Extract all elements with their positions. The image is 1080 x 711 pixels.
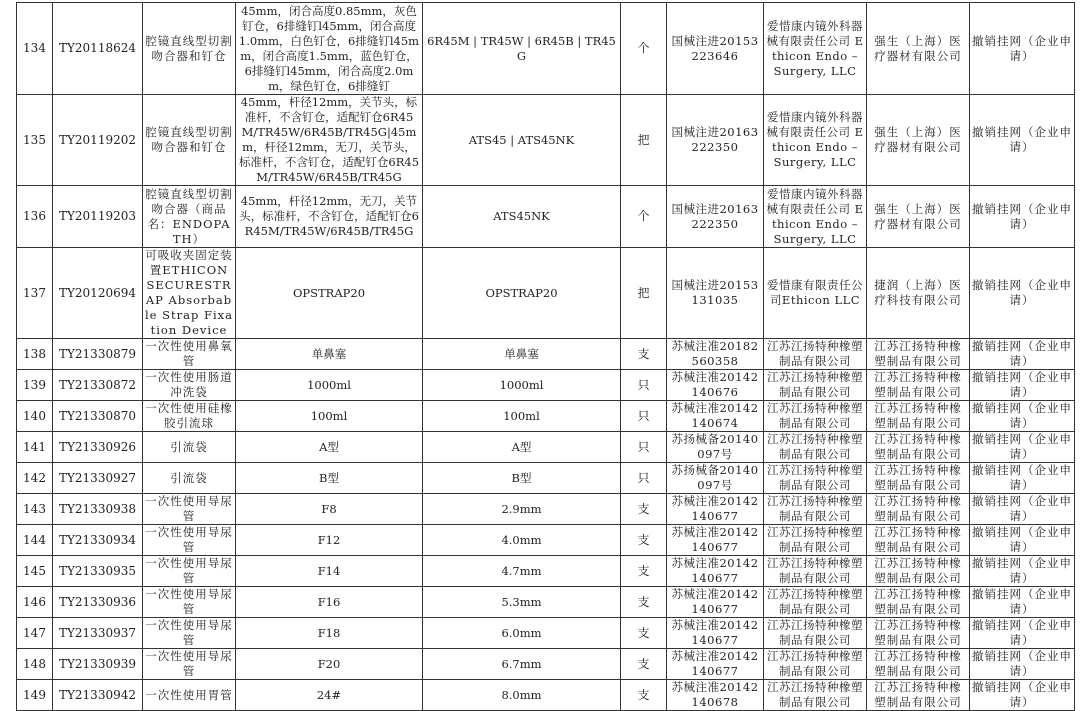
- product-unit-cell: 支: [621, 587, 667, 618]
- manufacturer-cell: 江苏江扬特种橡塑制品有限公司: [764, 370, 867, 401]
- listing-status-cell: 撤销挂网（企业申请）: [970, 680, 1075, 711]
- product-name-cell: 引流袋: [143, 463, 236, 494]
- product-unit-cell: 把: [621, 95, 667, 186]
- registration-number-cell: 苏械注准20142140678: [667, 680, 764, 711]
- product-spec-cell: F8: [236, 494, 423, 525]
- product-name-cell: 一次性使用导尿管: [143, 556, 236, 587]
- product-unit-cell: 支: [621, 525, 667, 556]
- product-spec-cell: 1000ml: [236, 370, 423, 401]
- manufacturer-cell: 爱惜康内镜外科器械有限责任公司 Ethicon Endo – Surgery, LLC: [764, 3, 867, 95]
- product-unit-cell: 个: [621, 3, 667, 95]
- product-model-cell: ATS45 | ATS45NK: [423, 95, 621, 186]
- product-model-cell: 4.0mm: [423, 525, 621, 556]
- manufacturer-cell: 江苏江扬特种橡塑制品有限公司: [764, 649, 867, 680]
- product-code-cell: TY21330926: [53, 432, 143, 463]
- row-number-cell: 149: [17, 680, 53, 711]
- table-body: [17, 3, 1075, 711]
- product-model-cell: A型: [423, 432, 621, 463]
- agent-company-cell: 强生（上海）医疗器材有限公司: [867, 95, 970, 186]
- row-number-cell: 138: [17, 339, 53, 370]
- product-spec-cell: OPSTRAP20: [236, 248, 423, 339]
- product-code-cell: TY21330935: [53, 556, 143, 587]
- product-model-cell: 4.7mm: [423, 556, 621, 587]
- row-number-cell: 147: [17, 618, 53, 649]
- product-spec-cell: F12: [236, 525, 423, 556]
- product-name-cell: 一次性使用导尿管: [143, 525, 236, 556]
- product-table: [16, 2, 1075, 711]
- row-number-cell: 137: [17, 248, 53, 339]
- product-name-cell: 腔镜直线型切割吻合器和钉仓: [143, 95, 236, 186]
- manufacturer-cell: 江苏江扬特种橡塑制品有限公司: [764, 587, 867, 618]
- table-row: [17, 95, 1075, 186]
- listing-status-cell: 撤销挂网（企业申请）: [970, 401, 1075, 432]
- product-code-cell: TY21330879: [53, 339, 143, 370]
- product-spec-cell: F18: [236, 618, 423, 649]
- table-row: [17, 587, 1075, 618]
- row-number-cell: 143: [17, 494, 53, 525]
- agent-company-cell: 江苏江扬特种橡塑制品有限公司: [867, 494, 970, 525]
- product-name-cell: 一次性使用鼻氧管: [143, 339, 236, 370]
- table-row: [17, 463, 1075, 494]
- product-code-cell: TY21330942: [53, 680, 143, 711]
- table-row: [17, 618, 1075, 649]
- row-number-cell: 145: [17, 556, 53, 587]
- product-name-cell: 腔镜直线型切割吻合器（商品名：ENDOPATH）: [143, 186, 236, 248]
- table-row: [17, 494, 1075, 525]
- product-code-cell: TY21330934: [53, 525, 143, 556]
- product-model-cell: 单鼻塞: [423, 339, 621, 370]
- registration-number-cell: 苏械注准20142140677: [667, 494, 764, 525]
- table-row: [17, 186, 1075, 248]
- product-unit-cell: 支: [621, 556, 667, 587]
- table-row: [17, 339, 1075, 370]
- product-spec-cell: 45mm，闭合高度0.85mm，灰色钉仓，6排缝钉l45mm，闭合高度1.0mm，白色钉仓，6排缝钉l45mm，闭合高度1.5mm，蓝色钉仓，6排缝钉l45mm，闭合高度2.0mm，绿色钉仓，6排缝钉: [236, 3, 423, 95]
- product-code-cell: TY21330927: [53, 463, 143, 494]
- product-name-cell: 一次性使用导尿管: [143, 494, 236, 525]
- table-row: [17, 248, 1075, 339]
- product-model-cell: 8.0mm: [423, 680, 621, 711]
- registration-number-cell: 苏械注准20142140676: [667, 370, 764, 401]
- listing-status-cell: 撤销挂网（企业申请）: [970, 95, 1075, 186]
- product-name-cell: 一次性使用硅橡胶引流球: [143, 401, 236, 432]
- listing-status-cell: 撤销挂网（企业申请）: [970, 618, 1075, 649]
- manufacturer-cell: 江苏江扬特种橡塑制品有限公司: [764, 494, 867, 525]
- product-spec-cell: F14: [236, 556, 423, 587]
- product-name-cell: 一次性使用导尿管: [143, 587, 236, 618]
- product-name-cell: 一次性使用肠道冲洗袋: [143, 370, 236, 401]
- agent-company-cell: 强生（上海）医疗器材有限公司: [867, 186, 970, 248]
- product-code-cell: TY21330870: [53, 401, 143, 432]
- product-unit-cell: 支: [621, 339, 667, 370]
- registration-number-cell: 苏械注准20142140677: [667, 618, 764, 649]
- product-spec-cell: F20: [236, 649, 423, 680]
- row-number-cell: 140: [17, 401, 53, 432]
- product-model-cell: 1000ml: [423, 370, 621, 401]
- product-code-cell: TY20120694: [53, 248, 143, 339]
- agent-company-cell: 江苏江扬特种橡塑制品有限公司: [867, 649, 970, 680]
- listing-status-cell: 撤销挂网（企业申请）: [970, 248, 1075, 339]
- product-spec-cell: 45mm，杆径12mm，无刀，关节头，标准杆，不含钉仓，适配钉仓6R45M/TR45W/6R45B/TR45G: [236, 186, 423, 248]
- registration-number-cell: 苏械注准20142140677: [667, 587, 764, 618]
- manufacturer-cell: 江苏江扬特种橡塑制品有限公司: [764, 463, 867, 494]
- product-spec-cell: 100ml: [236, 401, 423, 432]
- product-unit-cell: 支: [621, 618, 667, 649]
- product-code-cell: TY21330938: [53, 494, 143, 525]
- row-number-cell: 148: [17, 649, 53, 680]
- registration-number-cell: 苏械注准20182560358: [667, 339, 764, 370]
- table-row: [17, 432, 1075, 463]
- agent-company-cell: 江苏江扬特种橡塑制品有限公司: [867, 587, 970, 618]
- product-model-cell: 6.0mm: [423, 618, 621, 649]
- manufacturer-cell: 江苏江扬特种橡塑制品有限公司: [764, 680, 867, 711]
- agent-company-cell: 江苏江扬特种橡塑制品有限公司: [867, 401, 970, 432]
- product-spec-cell: B型: [236, 463, 423, 494]
- registration-number-cell: 苏扬械备20140097号: [667, 463, 764, 494]
- row-number-cell: 146: [17, 587, 53, 618]
- row-number-cell: 136: [17, 186, 53, 248]
- product-name-cell: 一次性使用胃管: [143, 680, 236, 711]
- product-code-cell: TY20119202: [53, 95, 143, 186]
- product-unit-cell: 支: [621, 680, 667, 711]
- manufacturer-cell: 爱惜康有限责任公司Ethicon LLC: [764, 248, 867, 339]
- product-unit-cell: 支: [621, 494, 667, 525]
- row-number-cell: 135: [17, 95, 53, 186]
- product-model-cell: OPSTRAP20: [423, 248, 621, 339]
- listing-status-cell: 撤销挂网（企业申请）: [970, 649, 1075, 680]
- listing-status-cell: 撤销挂网（企业申请）: [970, 587, 1075, 618]
- table-row: [17, 680, 1075, 711]
- row-number-cell: 141: [17, 432, 53, 463]
- product-code-cell: TY21330936: [53, 587, 143, 618]
- manufacturer-cell: 江苏江扬特种橡塑制品有限公司: [764, 339, 867, 370]
- product-code-cell: TY20119203: [53, 186, 143, 248]
- listing-status-cell: 撤销挂网（企业申请）: [970, 525, 1075, 556]
- listing-status-cell: 撤销挂网（企业申请）: [970, 556, 1075, 587]
- manufacturer-cell: 江苏江扬特种橡塑制品有限公司: [764, 618, 867, 649]
- agent-company-cell: 捷润（上海）医疗科技有限公司: [867, 248, 970, 339]
- listing-status-cell: 撤销挂网（企业申请）: [970, 339, 1075, 370]
- product-unit-cell: 只: [621, 401, 667, 432]
- agent-company-cell: 江苏江扬特种橡塑制品有限公司: [867, 525, 970, 556]
- product-unit-cell: 把: [621, 248, 667, 339]
- table-row: [17, 649, 1075, 680]
- product-code-cell: TY21330939: [53, 649, 143, 680]
- listing-status-cell: 撤销挂网（企业申请）: [970, 370, 1075, 401]
- registration-number-cell: 苏械注准20142140674: [667, 401, 764, 432]
- agent-company-cell: 江苏江扬特种橡塑制品有限公司: [867, 556, 970, 587]
- registration-number-cell: 国械注进20163222350: [667, 95, 764, 186]
- product-spec-cell: 45mm，杆径12mm，关节头，标准杆，不含钉仓，适配钉仓6R45M/TR45W/6R45B/TR45G|45mm，杆径12mm，无刀，关节头，标准杆，不含钉仓，适配钉仓6R45M/TR45W/6R45B/TR45G: [236, 95, 423, 186]
- product-model-cell: 5.3mm: [423, 587, 621, 618]
- product-spec-cell: A型: [236, 432, 423, 463]
- product-unit-cell: 个: [621, 186, 667, 248]
- registration-number-cell: 国械注进20153223646: [667, 3, 764, 95]
- listing-status-cell: 撤销挂网（企业申请）: [970, 463, 1075, 494]
- agent-company-cell: 江苏江扬特种橡塑制品有限公司: [867, 432, 970, 463]
- product-code-cell: TY21330937: [53, 618, 143, 649]
- product-model-cell: 100ml: [423, 401, 621, 432]
- row-number-cell: 144: [17, 525, 53, 556]
- product-unit-cell: 只: [621, 370, 667, 401]
- manufacturer-cell: 江苏江扬特种橡塑制品有限公司: [764, 525, 867, 556]
- table-row: [17, 370, 1075, 401]
- product-unit-cell: 只: [621, 432, 667, 463]
- manufacturer-cell: 江苏江扬特种橡塑制品有限公司: [764, 432, 867, 463]
- table-row: [17, 401, 1075, 432]
- product-unit-cell: 支: [621, 649, 667, 680]
- registration-number-cell: 苏械注准20142140677: [667, 556, 764, 587]
- product-name-cell: 腔镜直线型切割吻合器和钉仓: [143, 3, 236, 95]
- agent-company-cell: 江苏江扬特种橡塑制品有限公司: [867, 339, 970, 370]
- table-row: [17, 556, 1075, 587]
- listing-status-cell: 撤销挂网（企业申请）: [970, 432, 1075, 463]
- manufacturer-cell: 爱惜康内镜外科器械有限责任公司 Ethicon Endo – Surgery, LLC: [764, 95, 867, 186]
- agent-company-cell: 江苏江扬特种橡塑制品有限公司: [867, 680, 970, 711]
- product-model-cell: B型: [423, 463, 621, 494]
- table-row: [17, 525, 1075, 556]
- product-model-cell: 6R45M | TR45W | 6R45B | TR45G: [423, 3, 621, 95]
- manufacturer-cell: 爱惜康内镜外科器械有限责任公司 Ethicon Endo – Surgery, LLC: [764, 186, 867, 248]
- product-spec-cell: F16: [236, 587, 423, 618]
- product-model-cell: 6.7mm: [423, 649, 621, 680]
- row-number-cell: 142: [17, 463, 53, 494]
- product-code-cell: TY20118624: [53, 3, 143, 95]
- row-number-cell: 139: [17, 370, 53, 401]
- manufacturer-cell: 江苏江扬特种橡塑制品有限公司: [764, 556, 867, 587]
- registration-number-cell: 苏扬械备20140097号: [667, 432, 764, 463]
- registration-number-cell: 苏械注准20142140677: [667, 525, 764, 556]
- registration-number-cell: 苏械注准20142140677: [667, 649, 764, 680]
- row-number-cell: 134: [17, 3, 53, 95]
- registration-number-cell: 国械注进20163222350: [667, 186, 764, 248]
- agent-company-cell: 江苏江扬特种橡塑制品有限公司: [867, 370, 970, 401]
- product-name-cell: 引流袋: [143, 432, 236, 463]
- product-spec-cell: 24#: [236, 680, 423, 711]
- product-name-cell: 可吸收夹固定装置ETHICON SECURESTRAP Absorbable Strap Fixation Device: [143, 248, 236, 339]
- listing-status-cell: 撤销挂网（企业申请）: [970, 494, 1075, 525]
- product-unit-cell: 只: [621, 463, 667, 494]
- agent-company-cell: 强生（上海）医疗器材有限公司: [867, 3, 970, 95]
- product-model-cell: ATS45NK: [423, 186, 621, 248]
- product-model-cell: 2.9mm: [423, 494, 621, 525]
- product-name-cell: 一次性使用导尿管: [143, 649, 236, 680]
- table-row: [17, 3, 1075, 95]
- registration-number-cell: 国械注进20153131035: [667, 248, 764, 339]
- listing-status-cell: 撤销挂网（企业申请）: [970, 3, 1075, 95]
- product-spec-cell: 单鼻塞: [236, 339, 423, 370]
- manufacturer-cell: 江苏江扬特种橡塑制品有限公司: [764, 401, 867, 432]
- product-code-cell: TY21330872: [53, 370, 143, 401]
- product-name-cell: 一次性使用导尿管: [143, 618, 236, 649]
- agent-company-cell: 江苏江扬特种橡塑制品有限公司: [867, 463, 970, 494]
- listing-status-cell: 撤销挂网（企业申请）: [970, 186, 1075, 248]
- agent-company-cell: 江苏江扬特种橡塑制品有限公司: [867, 618, 970, 649]
